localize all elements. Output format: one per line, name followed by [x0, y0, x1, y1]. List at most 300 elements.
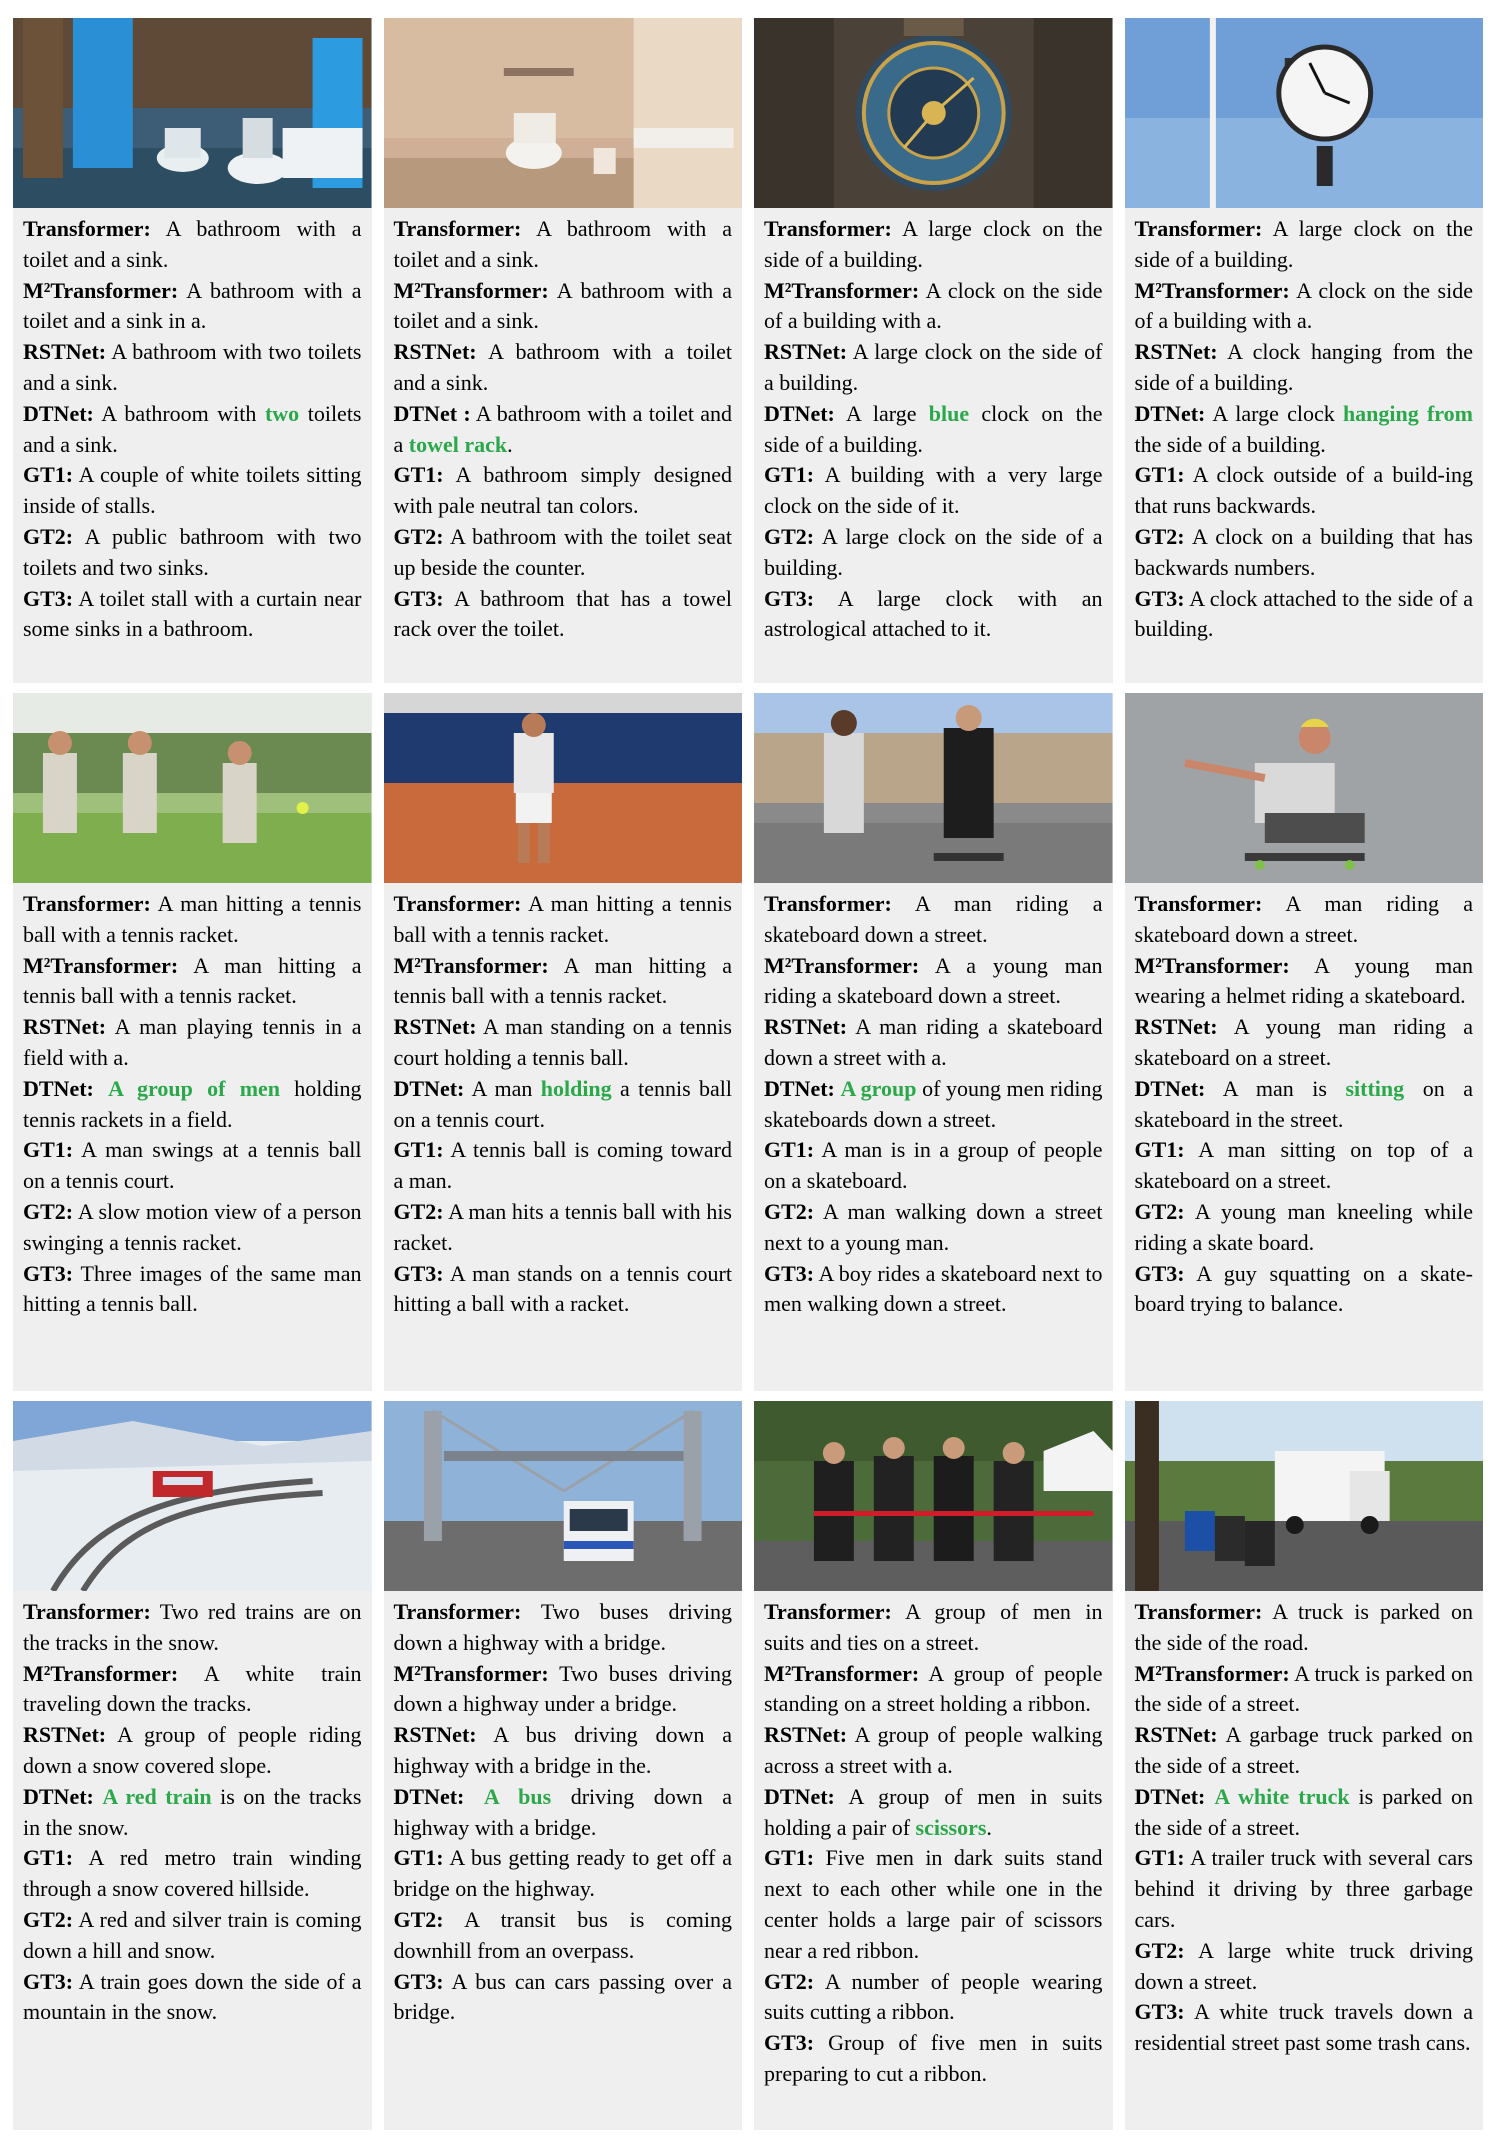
caption-text: A large clock with an astrological attached to it. — [764, 585, 1103, 642]
caption-line — [1135, 1597, 1474, 1659]
caption-line — [764, 522, 1103, 584]
model-label: DTNet: — [393, 1075, 465, 1101]
caption-line — [394, 276, 733, 338]
caption-line — [764, 276, 1103, 338]
caption-line — [394, 1843, 733, 1905]
model-label: GT2: — [23, 1906, 74, 1932]
caption-text-after: is on the tracks in the snow. — [23, 1783, 362, 1840]
caption-text: A bathroom with — [101, 400, 265, 426]
caption-text: A white truck travels down a residential street past some trash cans. — [1134, 1999, 1473, 2056]
caption-text: A young man kneeling while riding a skate board. — [1134, 1198, 1473, 1255]
caption-line — [1135, 584, 1474, 646]
caption-text: A man is — [1222, 1075, 1346, 1101]
caption-line — [764, 1135, 1103, 1197]
longboard-rider-photo — [1125, 693, 1484, 883]
model-label: GT3: — [23, 585, 74, 611]
model-label: RSTNet: — [764, 1014, 848, 1040]
caption-line — [23, 1843, 362, 1905]
caption-text: A man hitting a tennis ball with a tennis racket. — [393, 891, 732, 947]
caption-line — [394, 399, 733, 461]
model-label: GT3: — [764, 2030, 815, 2056]
model-label: GT2: — [764, 1968, 815, 1994]
caption-text: A group of men in suits holding a pair of — [764, 1783, 1103, 1840]
caption-line — [1135, 460, 1474, 522]
caption-text-after: clock on the side of a building. — [764, 400, 1103, 457]
caption-line — [764, 399, 1103, 461]
caption-text: A bathroom with a toilet and a sink. — [23, 216, 362, 272]
model-label: Transformer: — [23, 1599, 151, 1624]
caption-list — [754, 1591, 1113, 2090]
caption-text: A large clock on the side of a building. — [1134, 216, 1473, 272]
caption-text: A boy rides a skateboard next to men walking down a street. — [764, 1260, 1103, 1317]
model-label: M²Transformer: — [764, 277, 920, 303]
caption-text: A train goes down the side of a mountain in the snow. — [23, 1968, 362, 2025]
example-cell — [13, 18, 372, 683]
caption-text: A truck is parked on the side of a street. — [1134, 1660, 1473, 1717]
highlight-text: A red train — [102, 1783, 212, 1809]
caption-text: A man riding a skateboard down a street. — [764, 891, 1103, 947]
caption-text-after: a tennis ball on a tennis court. — [393, 1075, 732, 1132]
caption-line — [23, 1720, 362, 1782]
caption-line — [764, 1659, 1103, 1721]
caption-line — [23, 1967, 362, 2029]
model-label: GT1: — [1134, 1845, 1185, 1871]
row-2 — [13, 693, 1483, 1391]
model-label: GT2: — [393, 1198, 444, 1224]
example-cell — [384, 18, 743, 683]
highlight-text: towel rack — [408, 431, 508, 457]
caption-text: A man hitting a tennis ball with a tennis racket. — [23, 891, 362, 947]
model-label: DTNet: — [23, 1075, 94, 1101]
astronomical-clock-photo — [754, 18, 1113, 208]
model-label: Transformer: — [764, 216, 892, 241]
caption-line — [764, 1074, 1103, 1136]
model-label: DTNet : — [393, 400, 471, 426]
model-label: M²Transformer: — [393, 952, 549, 978]
row-3 — [13, 1401, 1483, 2130]
caption-line — [764, 584, 1103, 646]
example-cell — [384, 693, 743, 1391]
model-label: GT3: — [764, 1260, 815, 1286]
caption-list — [13, 1591, 372, 2028]
example-cell — [384, 1401, 743, 2130]
model-label: GT3: — [393, 1260, 444, 1286]
caption-line — [764, 2028, 1103, 2090]
model-label: M²Transformer: — [23, 952, 179, 978]
highlight-text: A group of men — [108, 1075, 281, 1101]
model-label: Transformer: — [1134, 216, 1263, 241]
caption-text: Five men in dark suits stand next to each other while one in the center holds a large pair of scissors near a red ribbon. — [764, 1845, 1103, 1963]
model-label: GT2: — [23, 523, 74, 549]
caption-text: A bathroom with a toilet and a sink in a. — [23, 277, 362, 334]
model-label: GT3: — [23, 1260, 74, 1286]
model-label: DTNet: — [764, 1075, 835, 1101]
tennis-motion-sequence-photo — [13, 693, 372, 883]
caption-text: A man standing on a tennis court holding a tennis ball. — [393, 1014, 732, 1070]
model-label: RSTNet: — [23, 339, 107, 365]
model-label: GT1: — [1134, 1137, 1185, 1163]
example-cell — [13, 1401, 372, 2130]
caption-line — [23, 276, 362, 338]
caption-line — [23, 1597, 362, 1659]
hanging-clock-photo — [1125, 18, 1484, 208]
caption-line — [1135, 399, 1474, 461]
caption-line — [23, 889, 362, 951]
caption-text: Two buses driving down a highway under a bridge. — [393, 1660, 732, 1717]
caption-text: A guy squatting on a skate-board trying to balance. — [1134, 1260, 1473, 1317]
caption-text: A clock on a building that has backwards numbers. — [1134, 523, 1473, 580]
caption-text: A bus can cars passing over a bridge. — [393, 1968, 732, 2025]
model-label: GT2: — [1134, 523, 1185, 549]
caption-text: A young man riding a skateboard on a street. — [1134, 1014, 1473, 1070]
model-label: RSTNet: — [1134, 1722, 1218, 1748]
caption-text: A clock hanging from the side of a building. — [1134, 339, 1473, 395]
model-label: Transformer: — [393, 891, 522, 916]
model-label: GT3: — [764, 585, 815, 611]
caption-text: A man playing tennis in a field with a. — [23, 1014, 362, 1070]
caption-text: A public bathroom with two toilets and two sinks. — [23, 523, 362, 580]
caption-list — [13, 883, 372, 1320]
model-label: M²Transformer: — [23, 1660, 179, 1686]
caption-line — [394, 1967, 733, 2029]
caption-text: A trailer truck with several cars behind it driving by three garbage cars. — [1134, 1845, 1473, 1932]
caption-line — [764, 460, 1103, 522]
model-label: GT2: — [1134, 1937, 1185, 1963]
caption-line — [23, 214, 362, 276]
caption-text-after: driving down a highway with a bridge. — [393, 1783, 732, 1840]
example-cell — [13, 693, 372, 1391]
caption-text: A bathroom that has a towel rack over the toilet. — [393, 585, 732, 642]
model-label: RSTNet: — [23, 1014, 107, 1040]
caption-text: A building with a very large clock on the side of it. — [764, 462, 1103, 519]
example-cell — [1125, 18, 1484, 683]
caption-line — [1135, 1720, 1474, 1782]
caption-list — [754, 883, 1113, 1320]
model-label: Transformer: — [393, 216, 522, 241]
caption-text-after: on a skateboard in the street. — [1134, 1075, 1473, 1132]
caption-text: A clock on the side of a building with a. — [1134, 277, 1473, 334]
caption-line — [394, 337, 733, 399]
model-label: GT1: — [393, 462, 444, 488]
caption-text: A bathroom simply designed with pale neutral tan colors. — [393, 462, 733, 519]
model-label: DTNet: — [1134, 1075, 1206, 1101]
caption-line — [764, 337, 1103, 399]
model-label: GT3: — [393, 585, 444, 611]
caption-text: A young man wearing a helmet riding a skateboard. — [1134, 952, 1473, 1009]
example-cell — [754, 693, 1113, 1391]
model-label: DTNet: — [764, 400, 835, 426]
caption-text: A clock attached to the side of a building. — [1134, 585, 1473, 642]
caption-text: A bathroom with a toilet and a — [393, 400, 732, 457]
model-label: Transformer: — [23, 891, 151, 916]
caption-text: A man — [471, 1075, 541, 1101]
caption-text: A clock on the side of a building with a. — [764, 277, 1103, 334]
caption-line — [1135, 1936, 1474, 1998]
caption-text: A bathroom with the toilet seat up beside the counter. — [393, 523, 732, 580]
caption-text: A number of people wearing suits cutting a ribbon. — [764, 1968, 1103, 2025]
caption-list — [1125, 883, 1484, 1320]
caption-line — [1135, 889, 1474, 951]
model-label: GT1: — [764, 1137, 815, 1163]
caption-line — [394, 1012, 733, 1074]
caption-list — [1125, 208, 1484, 645]
caption-text: A bathroom with two toilets and a sink. — [23, 339, 362, 395]
caption-line — [764, 1197, 1103, 1259]
caption-text: A bus getting ready to get off a bridge on the highway. — [393, 1845, 732, 1902]
caption-text: A man stands on a tennis court hitting a ball with a racket. — [393, 1260, 732, 1317]
caption-line — [764, 1843, 1103, 1966]
caption-text: A clock outside of a build-ing that runs backwards. — [1134, 462, 1473, 519]
model-label: GT3: — [393, 1968, 444, 1994]
model-label: DTNet: — [393, 1783, 465, 1809]
caption-text: A man hitting a tennis ball with a tennis racket. — [393, 952, 732, 1009]
model-label: M²Transformer: — [1134, 277, 1290, 303]
model-label: GT2: — [23, 1198, 74, 1224]
model-label: M²Transformer: — [764, 1660, 920, 1686]
caption-text: Group of five men in suits preparing to cut a ribbon. — [764, 2030, 1103, 2086]
model-label: DTNet: — [23, 400, 94, 426]
model-label: DTNet: — [1134, 1783, 1206, 1809]
caption-text-after: . — [986, 1814, 992, 1840]
example-cell — [1125, 693, 1484, 1391]
example-cell — [754, 1401, 1113, 2130]
caption-text: A man hits a tennis ball with his racket. — [393, 1198, 732, 1255]
caption-line — [23, 584, 362, 646]
caption-line — [764, 1720, 1103, 1782]
model-label: M²Transformer: — [393, 1660, 549, 1686]
bus-bridge-photo — [384, 1401, 743, 1591]
caption-text: A man sitting on top of a skateboard on a street. — [1134, 1137, 1473, 1194]
caption-line — [394, 522, 733, 584]
caption-text: A red metro train winding through a snow covered hillside. — [23, 1845, 362, 1902]
caption-line — [394, 1135, 733, 1197]
model-label: M²Transformer: — [1134, 952, 1290, 978]
model-label: RSTNet: — [764, 1722, 848, 1748]
caption-text: A group of people riding down a snow covered slope. — [23, 1722, 362, 1778]
model-label: GT2: — [764, 1198, 815, 1224]
caption-line — [1135, 1074, 1474, 1136]
caption-line — [1135, 1135, 1474, 1197]
highlight-text: blue — [928, 400, 970, 426]
caption-line — [23, 1012, 362, 1074]
model-label: RSTNet: — [1134, 1014, 1218, 1040]
highlight-text: hanging from — [1342, 400, 1473, 426]
highlight-text: two — [264, 400, 300, 426]
model-label: DTNet: — [1134, 400, 1206, 426]
model-label: GT3: — [23, 1968, 74, 1994]
caption-text: A bathroom with a toilet and a sink. — [393, 277, 732, 334]
model-label: GT1: — [764, 1845, 815, 1871]
caption-text: A large — [845, 400, 929, 426]
caption-text: A large clock on the side of a building. — [764, 216, 1103, 272]
caption-text: Two red trains are on the tracks in the snow. — [23, 1599, 362, 1655]
caption-text: A man hitting a tennis ball with a tennis racket. — [23, 952, 362, 1009]
caption-text: A large clock on the side of a building. — [764, 339, 1103, 395]
model-label: M²Transformer: — [764, 952, 920, 978]
caption-line — [1135, 1197, 1474, 1259]
caption-line — [23, 399, 362, 461]
model-label: GT3: — [1134, 585, 1185, 611]
model-label: M²Transformer: — [393, 277, 549, 303]
model-label: M²Transformer: — [1134, 1660, 1290, 1686]
bathroom-towel-rack-photo — [384, 18, 743, 208]
caption-text: A bathroom with a toilet and a sink. — [393, 216, 732, 272]
caption-list — [1125, 1591, 1484, 2059]
caption-text: A group of people standing on a street holding a ribbon. — [764, 1660, 1103, 1717]
model-label: GT2: — [1134, 1198, 1185, 1224]
caption-text-after: of young men riding skateboards down a street. — [764, 1075, 1103, 1132]
snow-train-photo — [13, 1401, 372, 1591]
model-label: Transformer: — [764, 1599, 892, 1624]
caption-line — [23, 460, 362, 522]
caption-text-after: . — [507, 431, 513, 457]
caption-list — [384, 883, 743, 1320]
caption-line — [23, 1259, 362, 1321]
caption-line — [394, 460, 733, 522]
caption-text: A garbage truck parked on the side of a street. — [1134, 1722, 1473, 1778]
caption-text: A tennis ball is coming toward a man. — [393, 1137, 733, 1194]
caption-text: A transit bus is coming downhill from an overpass. — [393, 1906, 732, 1963]
model-label: GT2: — [764, 523, 815, 549]
model-label: GT3: — [1134, 1260, 1185, 1286]
model-label: RSTNet: — [393, 339, 477, 365]
caption-line — [394, 1720, 733, 1782]
example-cell — [754, 18, 1113, 683]
caption-line — [23, 951, 362, 1013]
caption-line — [394, 1074, 733, 1136]
caption-line — [1135, 951, 1474, 1013]
caption-list — [384, 1591, 743, 2028]
caption-line — [764, 1259, 1103, 1321]
caption-line — [23, 1197, 362, 1259]
caption-text: A man riding a skateboard down a street. — [1134, 891, 1473, 947]
ribbon-cutting-photo — [754, 1401, 1113, 1591]
highlight-text: A white truck — [1214, 1783, 1350, 1809]
caption-list — [384, 208, 743, 645]
caption-list — [13, 208, 372, 645]
caption-line — [764, 1782, 1103, 1844]
bathroom-stalls-photo — [13, 18, 372, 208]
caption-text: A large clock — [1212, 400, 1343, 426]
caption-text: A couple of white toilets sitting inside of stalls. — [23, 462, 362, 519]
model-label: GT1: — [393, 1845, 444, 1871]
caption-line — [23, 522, 362, 584]
model-label: GT1: — [393, 1137, 444, 1163]
model-label: DTNet: — [23, 1783, 94, 1809]
caption-line — [23, 337, 362, 399]
caption-text: A white train traveling down the tracks. — [23, 1660, 362, 1717]
model-label: GT1: — [23, 1845, 74, 1871]
caption-line — [764, 214, 1103, 276]
model-label: Transformer: — [393, 1599, 522, 1624]
caption-text: A group of men in suits and ties on a street. — [764, 1599, 1103, 1655]
caption-text-after: is parked on the side of a street. — [1134, 1783, 1474, 1840]
model-label: GT1: — [23, 1137, 74, 1163]
highlight-text: sitting — [1345, 1075, 1405, 1101]
caption-list — [754, 208, 1113, 645]
caption-line — [394, 1259, 733, 1321]
caption-line — [394, 1659, 733, 1721]
caption-text: A man is in a group of people on a skateboard. — [764, 1137, 1103, 1194]
caption-line — [394, 1905, 733, 1967]
model-label: RSTNet: — [393, 1722, 477, 1748]
model-label: Transformer: — [1134, 1599, 1263, 1624]
caption-text-after: the side of a building. — [1134, 431, 1326, 457]
example-cell — [1125, 1401, 1484, 2130]
model-label: RSTNet: — [23, 1722, 107, 1748]
highlight-text: A bus — [483, 1783, 552, 1809]
caption-line — [394, 1782, 733, 1844]
caption-text: A bus driving down a highway with a bridge in the. — [393, 1722, 732, 1778]
tennis-clay-court-photo — [384, 693, 743, 883]
caption-line — [1135, 1782, 1474, 1844]
caption-text: A bathroom with a toilet and a sink. — [393, 339, 732, 395]
caption-line — [23, 1074, 362, 1136]
caption-line — [764, 1967, 1103, 2029]
highlight-text: scissors — [915, 1814, 987, 1840]
caption-text: A man swings at a tennis ball on a tennis court. — [23, 1137, 362, 1194]
model-label: GT1: — [1134, 462, 1185, 488]
model-label: GT1: — [764, 462, 815, 488]
caption-text: A truck is parked on the side of the road. — [1134, 1599, 1473, 1655]
caption-line — [23, 1782, 362, 1844]
caption-line — [394, 584, 733, 646]
caption-line — [1135, 276, 1474, 338]
highlight-text: A group — [840, 1075, 917, 1101]
caption-text: A large white truck driving down a street. — [1134, 1937, 1473, 1994]
model-label: GT3: — [1134, 1999, 1185, 2025]
model-label: Transformer: — [1134, 891, 1263, 916]
caption-line — [1135, 1843, 1474, 1935]
model-label: Transformer: — [23, 216, 151, 241]
model-label: RSTNet: — [764, 339, 848, 365]
caption-line — [1135, 214, 1474, 276]
caption-text: A group of people walking across a street with a. — [764, 1722, 1103, 1778]
caption-text: A large clock on the side of a building. — [764, 523, 1103, 580]
caption-line — [1135, 1997, 1474, 2059]
model-label: DTNet: — [764, 1783, 835, 1809]
caption-line — [764, 889, 1103, 951]
caption-text: A a young man riding a skateboard down a street. — [764, 952, 1103, 1009]
caption-line — [1135, 337, 1474, 399]
caption-line — [23, 1659, 362, 1721]
caption-line — [394, 889, 733, 951]
caption-line — [394, 951, 733, 1013]
white-truck-street-photo — [1125, 1401, 1484, 1591]
caption-text: A man walking down a street next to a young man. — [764, 1198, 1103, 1255]
model-label: GT2: — [393, 1906, 444, 1932]
caption-line — [1135, 1659, 1474, 1721]
caption-comparison-grid — [13, 18, 1483, 2140]
row-1 — [13, 18, 1483, 683]
model-label: RSTNet: — [1134, 339, 1218, 365]
caption-line — [764, 951, 1103, 1013]
caption-text: A toilet stall with a curtain near some sinks in a bathroom. — [23, 585, 362, 642]
caption-line — [394, 1197, 733, 1259]
caption-text-after: holding tennis rackets in a field. — [23, 1075, 362, 1132]
caption-line — [23, 1905, 362, 1967]
caption-text: A man riding a skateboard down a street with a. — [764, 1014, 1103, 1070]
model-label: GT1: — [23, 462, 74, 488]
caption-line — [1135, 1259, 1474, 1321]
caption-text: A slow motion view of a person swinging a tennis racket. — [23, 1198, 362, 1255]
caption-line — [764, 1597, 1103, 1659]
model-label: Transformer: — [764, 891, 892, 916]
caption-line — [23, 1135, 362, 1197]
model-label: M²Transformer: — [23, 277, 179, 303]
caption-line — [1135, 1012, 1474, 1074]
caption-line — [394, 1597, 733, 1659]
